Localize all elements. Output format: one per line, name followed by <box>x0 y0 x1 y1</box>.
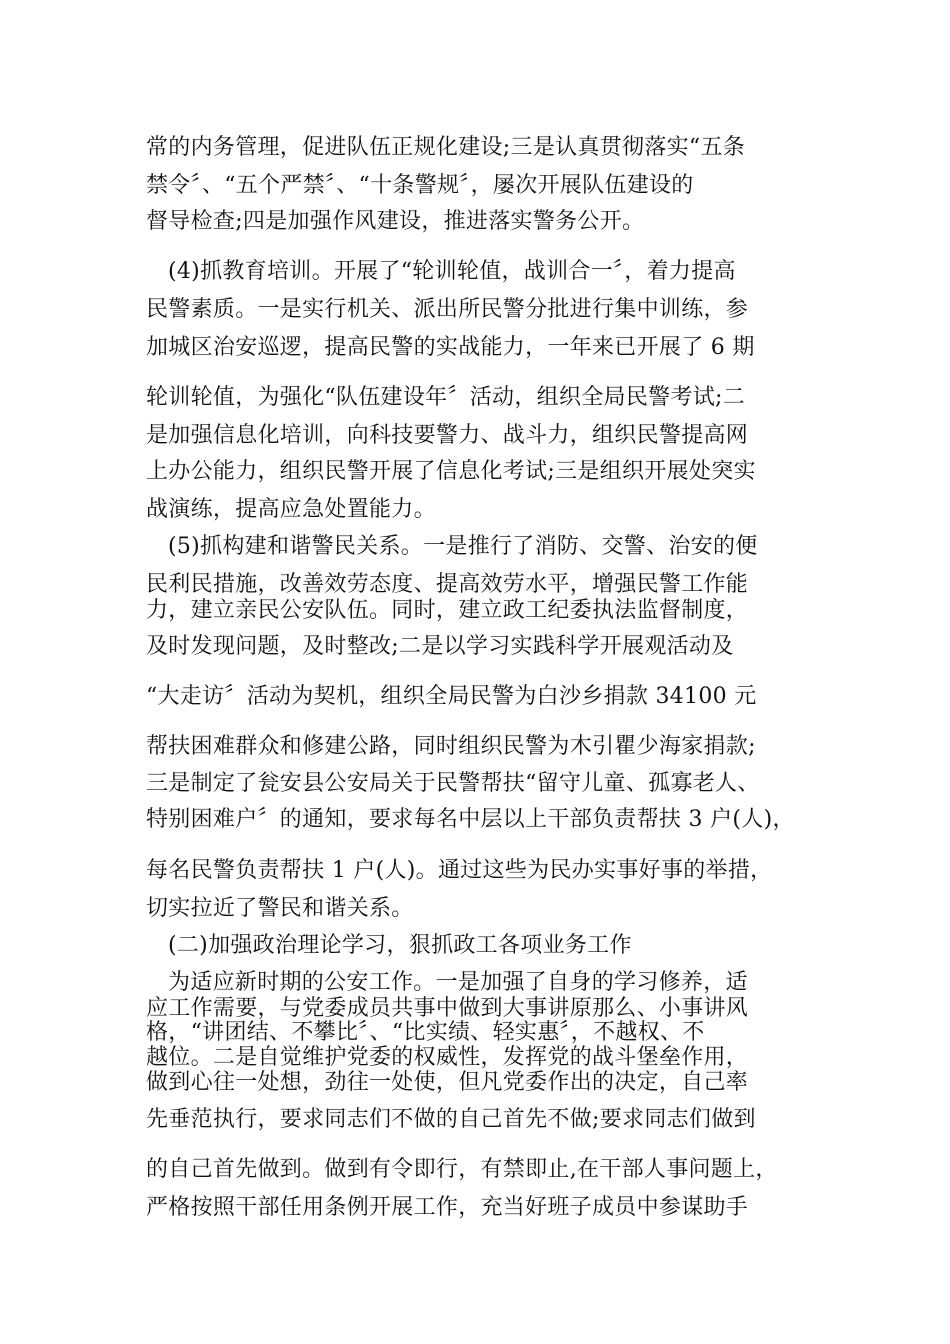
text-line: 每名民警负责帮扶 1 户(人)。通过这些为民办实事好事的举措， <box>146 858 773 883</box>
text-line: 帮扶困难群众和修建公路，同时组织民警为木引瞿少海家捐款; <box>146 734 756 759</box>
text-line: 力，建立亲民公安队伍。同时，建立政工纪委执法监督制度， <box>146 598 749 623</box>
text-line: 先垂范执行，要求同志们不做的自己首先不做;要求同志们做到 <box>146 1107 756 1132</box>
section-heading: (二)加强政治理论学习，狠抓政工各项业务工作 <box>168 933 632 958</box>
text-line: 加城区治安巡逻，提高民警的实战能力，一年来已开展了 6 期 <box>146 335 755 360</box>
text-line: 的自己首先做到。做到有令即行，有禁即止,在干部人事问题上， <box>146 1157 778 1182</box>
paragraph-start-line: (5)抓构建和谐警民关系。一是推行了消防、交警、治安的便 <box>168 534 758 559</box>
text-line: 轮训轮值，为强化“队伍建设年〞活动，组织全局民警考试;二 <box>146 385 746 410</box>
text-line: 上办公能力，组织民警开展了信息化考试;三是组织开展处突实 <box>146 459 756 484</box>
text-line: 格，“讲团结、不攀比〞、“比实绩、轻实惠〞，不越权、不 <box>146 1020 705 1045</box>
text-line: 督导检查;四是加强作风建设，推进落实警务公开。 <box>146 209 645 234</box>
text-line: 民警素质。一是实行机关、派出所民警分批进行集中训练，参 <box>146 297 749 322</box>
paragraph-start-line: 为适应新时期的公安工作。一是加强了自身的学习修养，适 <box>168 970 748 995</box>
text-line: 是加强信息化培训，向科技要警力、战斗力，组织民警提高网 <box>146 423 749 448</box>
text-line: 战演练，提高应急处置能力。 <box>146 497 436 522</box>
text-line: 切实拉近了警民和谐关系。 <box>146 896 414 921</box>
text-line: 常的内务管理，促进队伍正规化建设;三是认真贯彻落实“五条 <box>146 135 746 160</box>
text-line: 越位。二是自觉维护党委的权威性，发挥党的战斗堡垒作用， <box>146 1045 749 1070</box>
paragraph-start-line: (4)抓教育培训。开展了“轮训轮值，战训合一〞，着力提高 <box>168 259 736 284</box>
text-line: 三是制定了瓮安县公安局关于民警帮扶“留守儿童、孤寡老人、 <box>146 771 760 796</box>
text-line: 民利民措施，改善效劳态度、提高效劳水平，增强民警工作能 <box>146 572 749 597</box>
text-line: 严格按照干部任用条例开展工作，充当好班子成员中参谋助手 <box>146 1195 749 1220</box>
text-line: 应工作需要，与党委成员共事中做到大事讲原那么、小事讲风 <box>146 996 749 1021</box>
text-line: 及时发现问题，及时整改;二是以学习实践科学开展观活动及 <box>146 634 734 659</box>
text-line: 做到心往一处想，劲往一处使，但凡党委作出的决定，自己率 <box>146 1070 749 1095</box>
text-line: 特别困难户〞的通知，要求每名中层以上干部负责帮扶 3 户(人)， <box>146 807 795 832</box>
text-line: 禁令〞、“五个严禁〞、“十条警规〞，屡次开展队伍建设的 <box>146 173 694 198</box>
text-line: “大走访〞活动为契机，组织全局民警为白沙乡捐款 34100 元 <box>146 684 757 709</box>
